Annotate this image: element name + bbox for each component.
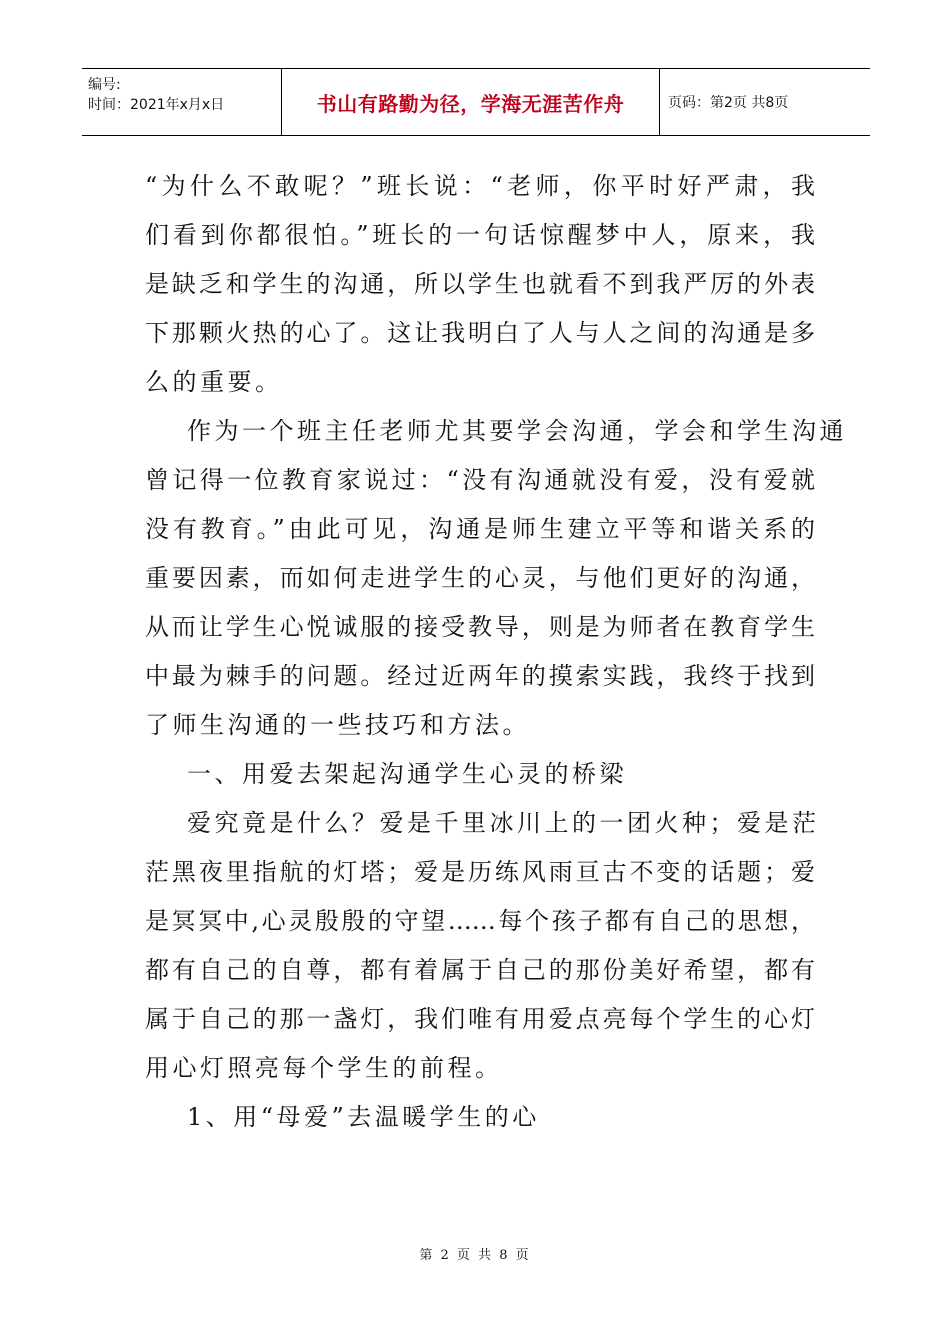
body-line: 作为一个班主任老师尤其要学会沟通，学会和学生沟通 bbox=[187, 417, 847, 445]
body-line: 重要因素，而如何走进学生的心灵，与他们更好的沟通， bbox=[145, 564, 815, 592]
header-motto-cell bbox=[282, 69, 660, 135]
body-line: 是冥冥中,心灵殷殷的守望……每个孩子都有自己的思想， bbox=[145, 907, 815, 935]
header-meta bbox=[82, 69, 282, 135]
document-date-label: 时间：2021年x月x日 bbox=[88, 97, 225, 113]
body-line: 了师生沟通的一些技巧和方法。 bbox=[145, 711, 530, 739]
body-line: 下那颗火热的心了。这让我明白了人与人之间的沟通是多 bbox=[145, 319, 815, 347]
document-body bbox=[145, 162, 847, 1142]
body-line: 是缺乏和学生的沟通，所以学生也就看不到我严厉的外表 bbox=[145, 270, 815, 298]
body-line: 爱究竟是什么？爱是千里冰川上的一团火种；爱是茫 bbox=[187, 809, 820, 837]
header-motto: 书山有路勤为径，学海无涯苦作舟 bbox=[316, 91, 625, 116]
body-line: 茫黑夜里指航的灯塔；爱是历练风雨亘古不变的话题；爱 bbox=[145, 858, 815, 886]
body-line: 们看到你都很怕。”班长的一句话惊醒梦中人，原来，我 bbox=[145, 221, 815, 249]
subsection-heading: 1、用“母爱”去温暖学生的心 bbox=[187, 1103, 540, 1131]
document-number-label: 编号: bbox=[88, 77, 121, 93]
body-line: 没有教育。”由此可见，沟通是师生建立平等和谐关系的 bbox=[145, 515, 815, 543]
body-line: 用心灯照亮每个学生的前程。 bbox=[145, 1054, 503, 1082]
body-line: “为什么不敢呢？”班长说：“老师，你平时好严肃，我 bbox=[145, 172, 815, 200]
page-header bbox=[82, 68, 870, 136]
page-footer: 第 2 页 共 8 页 bbox=[419, 1248, 531, 1263]
body-line: 曾记得一位教育家说过：“没有沟通就没有爱，没有爱就 bbox=[145, 466, 815, 494]
body-line: 从而让学生心悦诚服的接受教导，则是为师者在教育学生 bbox=[145, 613, 815, 641]
header-page-info-cell bbox=[660, 69, 870, 135]
body-line: 都有自己的自尊，都有着属于自己的那份美好希望，都有 bbox=[145, 956, 815, 984]
body-line: 属于自己的那一盏灯，我们唯有用爱点亮每个学生的心灯 bbox=[145, 1005, 815, 1033]
body-line: 中最为棘手的问题。经过近两年的摸索实践，我终于找到 bbox=[145, 662, 815, 690]
header-page-info: 页码：第2页 共8页 bbox=[668, 95, 789, 111]
section-heading: 一、用爱去架起沟通学生心灵的桥梁 bbox=[187, 760, 627, 788]
body-line: 么的重要。 bbox=[145, 368, 283, 396]
